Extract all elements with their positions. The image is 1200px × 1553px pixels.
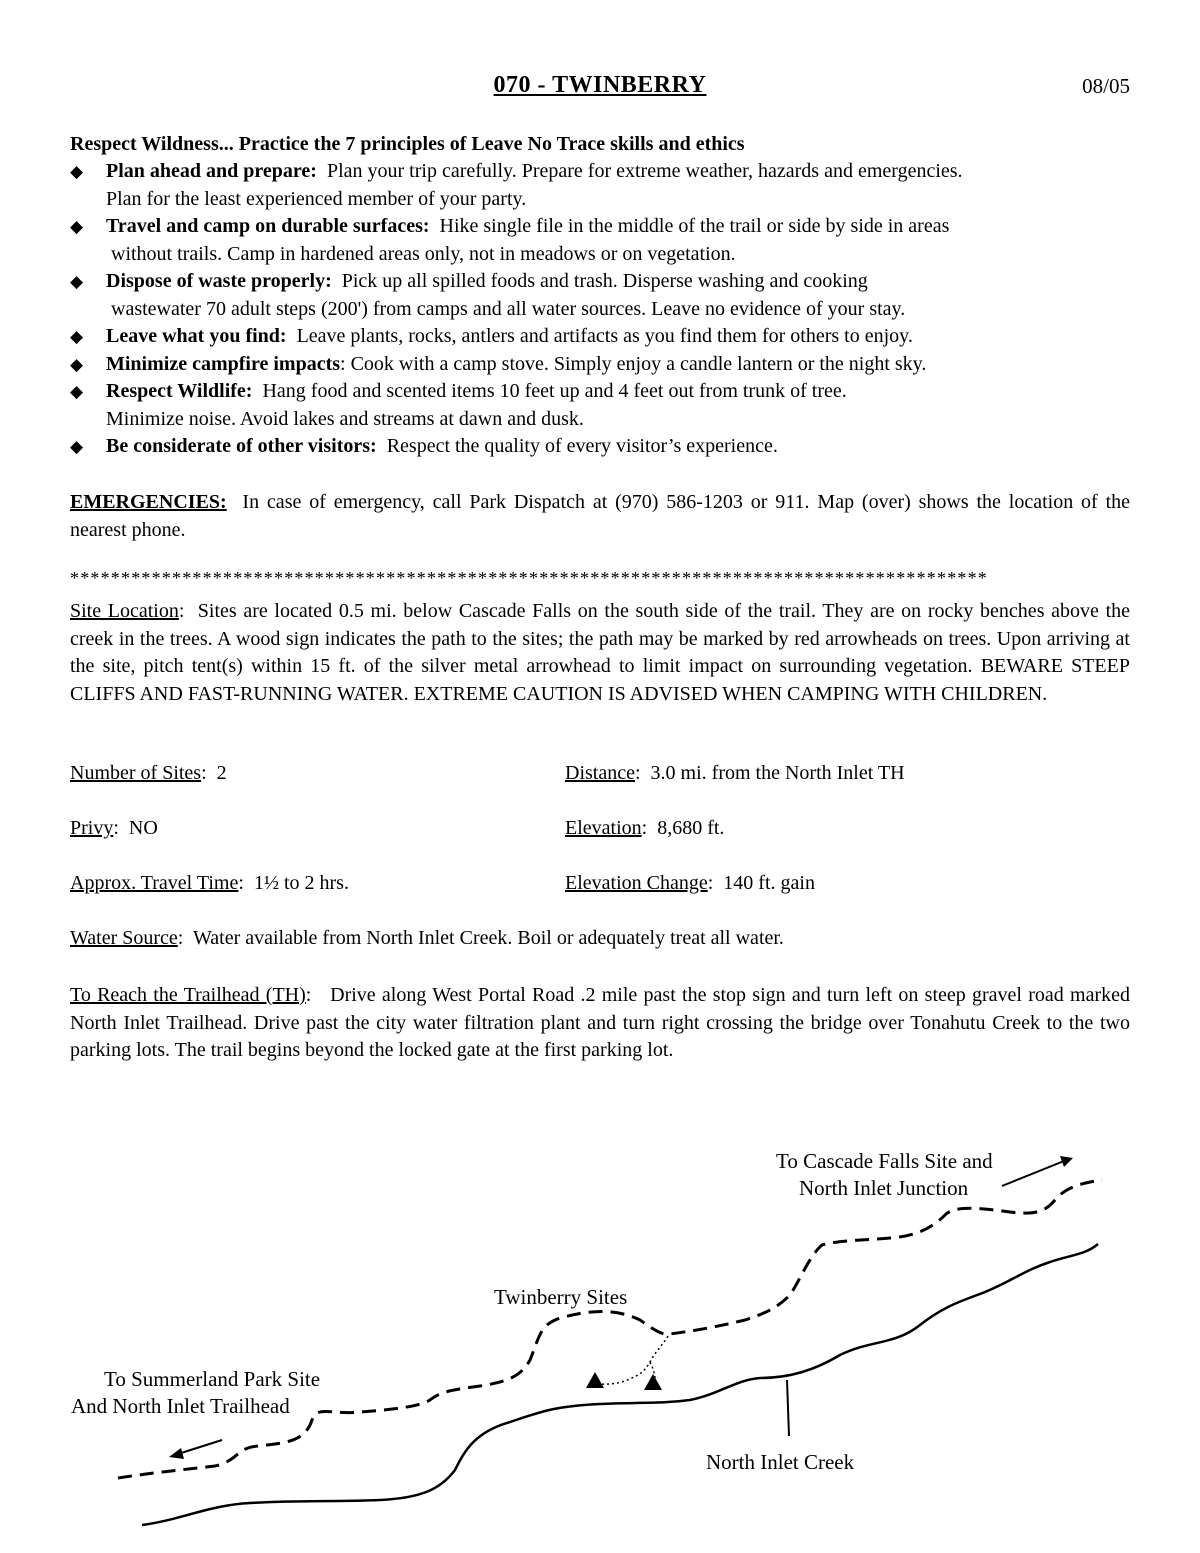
- water-source: Water Source: Water available from North Inlet Creek. Boil or adequately treat all water.: [70, 927, 784, 949]
- separator-line: ******************************************************************************************: [70, 568, 988, 588]
- diamond-bullet-icon: ◆: [70, 437, 84, 456]
- site-location-label: Site Location: [70, 600, 179, 622]
- cascade-label: To Cascade Falls Site and: [776, 1149, 993, 1173]
- cascade-label: North Inlet Junction: [799, 1176, 969, 1200]
- list-item: ◆ Minimize campfire impacts: Cook with a camp stove. Simply enjoy a candle lantern or the night sky.: [70, 351, 1130, 379]
- site-location-text: Sites are located 0.5 mi. below Cascade Falls on the south side of the trail. They are on rocky benches above the creek in the trees. A wood sign indicates the path to the sites; the path may be marked by red arrowheads on trees. Upon arriving at the site, pitch tent(s) within 15 ft. of the silver metal arrowhead to limit impact on surrounding vegetation. BEWARE STEEP CLIFFS AND FAST-RUNNING WATER. EXTREME CAUTION IS ADVISED WHEN CAMPING WITH CHILDREN.: [70, 600, 1130, 705]
- trailhead-text: Drive along West Portal Road .2 mile past the stop sign and turn left on steep gravel road marked North Inlet Trailhead. Drive past the city water filtration plant and turn right crossing the bridge over Tonahutu Creek to the two parking lots. The trail begins beyond the locked gate at the first parking lot.: [70, 984, 1131, 1061]
- trailhead-label: To Reach the Trailhead (TH): [70, 984, 306, 1006]
- page-title: 070 - TWINBERRY: [493, 72, 707, 98]
- creek-pointer-line: [787, 1380, 789, 1436]
- emergencies-label: EMERGENCIES:: [70, 491, 227, 513]
- diamond-bullet-icon: ◆: [70, 354, 84, 374]
- site-location-paragraph: Site Location: Sites are located 0.5 mi. below Cascade Falls on the south side of the trail. They are on rocky benches above the creek in the trees. A wood sign indicates the path to the sites; the path may be marked by red arrowheads on trees. Upon arriving at the site, pitch tent(s) within 15 ft. of the silver metal arrowhead to limit impact on surrounding vegetation. BEWARE STEEP CLIFFS AND FAST-RUNNING WATER. EXTREME CAUTION IS ADVISED WHEN CAMPING WITH CHILDREN.: [70, 600, 1130, 705]
- southwest-arrow-icon: [178, 1440, 222, 1454]
- trail-line: [118, 1180, 1102, 1478]
- lnt-principles-list: [70, 158, 1130, 461]
- twinberry-label: Twinberry Sites: [494, 1285, 628, 1309]
- creek-label: North Inlet Creek: [706, 1450, 855, 1474]
- tent-site-icon: [586, 1372, 604, 1388]
- list-item: ◆ Be considerate of other visitors: Respect the quality of every visitor’s experience.: [70, 433, 1130, 461]
- list-item: ◆ Plan ahead and prepare: Plan your trip carefully. Prepare for extreme weather, hazards and emergencies. Plan for the least experienced member of your party.: [70, 160, 963, 210]
- distance: Distance: 3.0 mi. from the North Inlet TH: [565, 762, 905, 784]
- elevation: Elevation: 8,680 ft.: [565, 817, 725, 839]
- summerland-label: To Summerland Park Site: [104, 1367, 321, 1391]
- list-item: ◆ Travel and camp on durable surfaces: Hike single file in the middle of the trail or side by side in areas without trails. Camp in hardened areas only, not in meadows or on vegetation.: [70, 215, 950, 265]
- trail-map: [0, 1120, 1200, 1553]
- diamond-bullet-icon: ◆: [70, 272, 84, 291]
- list-item: ◆ Leave what you find: Leave plants, rocks, antlers and artifacts as you find them for others to enjoy.: [70, 323, 1130, 351]
- diamond-bullet-icon: ◆: [70, 327, 84, 346]
- travel-time: Approx. Travel Time: 1½ to 2 hrs.: [70, 872, 349, 894]
- tent-site-icon: [644, 1374, 662, 1390]
- list-item: ◆ Respect Wildlife: Hang food and scented items 10 feet up and 4 feet out from trunk of tree. Minimize noise. Avoid lakes and streams at dawn and dusk.: [70, 380, 847, 430]
- revision-date: 08/05: [1082, 74, 1130, 98]
- spur-trail: [596, 1336, 668, 1384]
- southwest-arrow-head: [169, 1448, 184, 1459]
- summerland-label: And North Inlet Trailhead: [71, 1394, 290, 1418]
- diamond-bullet-icon: ◆: [70, 162, 84, 181]
- elevation-change: Elevation Change: 140 ft. gain: [565, 872, 815, 894]
- emergencies-text: In case of emergency, call Park Dispatch at (970) 586-1203 or 911. Map (over) shows the location of the nearest phone.: [70, 491, 1131, 541]
- diamond-bullet-icon: ◆: [70, 382, 84, 401]
- emergencies-paragraph: [70, 488, 1130, 544]
- northeast-arrow-icon: [1002, 1161, 1064, 1186]
- list-item: ◆ Dispose of waste properly: Pick up all spilled foods and trash. Disperse washing and cooking wastewater 70 adult steps (200') from camps and all water sources. Leave no evidence of your stay.: [70, 270, 906, 320]
- lnt-heading: Respect Wildness... Practice the 7 principles of Leave No Trace skills and ethics: [70, 133, 745, 155]
- diamond-bullet-icon: ◆: [70, 217, 84, 236]
- trailhead-paragraph: To Reach the Trailhead (TH): Drive along West Portal Road .2 mile past the stop sign and turn left on steep gravel road marked North Inlet Trailhead. Drive past the city water filtration plant and turn right crossing the bridge over Tonahutu Creek to the two parking lots. The trail begins beyond the locked gate at the first parking lot.: [70, 984, 1131, 1061]
- number-of-sites: Number of Sites: 2: [70, 762, 227, 784]
- privy: Privy: NO: [70, 817, 158, 839]
